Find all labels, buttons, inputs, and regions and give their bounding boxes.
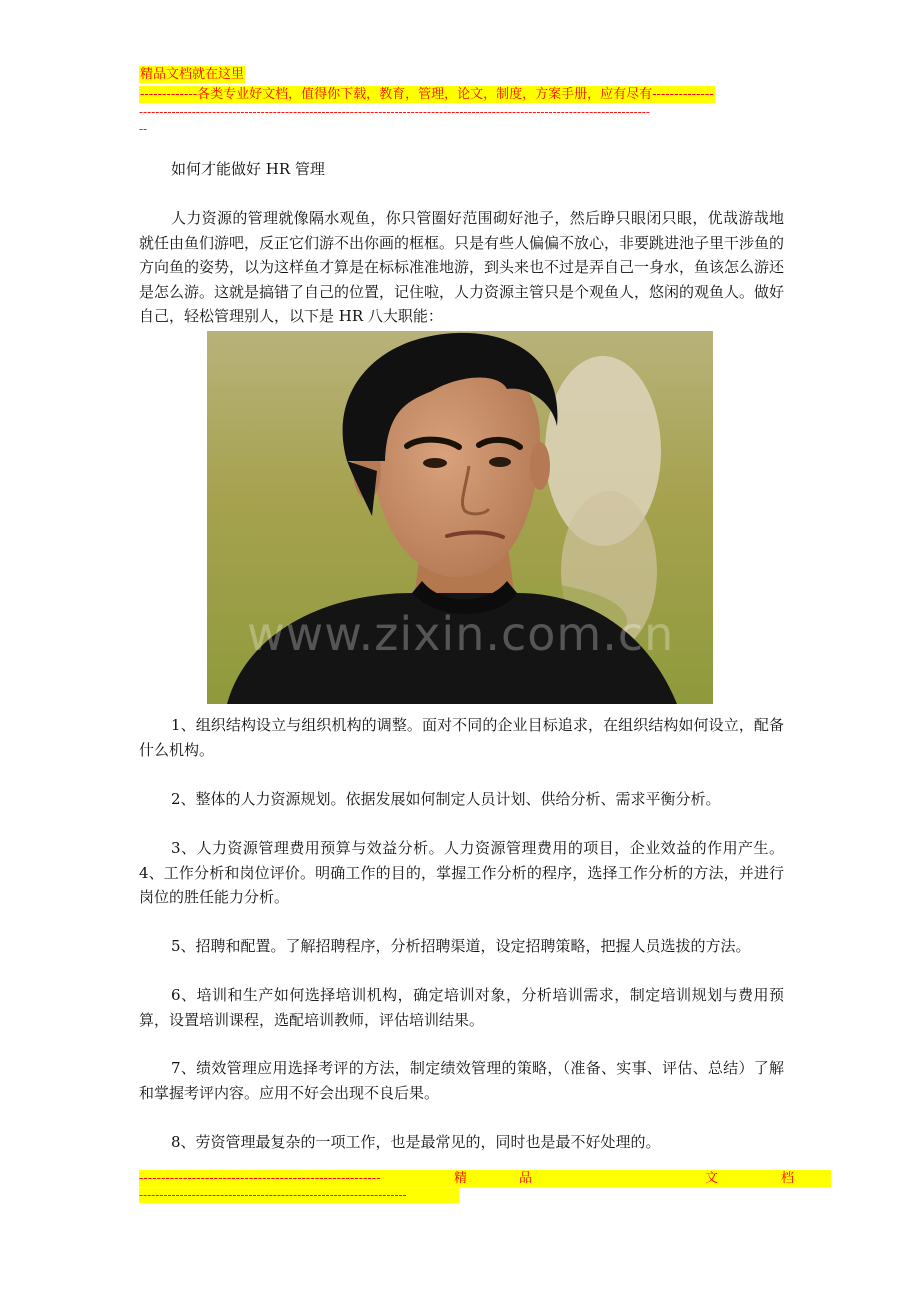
header-divider: ------------------------------------------------------------------------------------------------------------------------------ xyxy=(139,105,650,119)
document-title: 如何才能做好 HR 管理 xyxy=(171,160,325,178)
duty-item: 8、劳资管理最复杂的一项工作，也是最常见的，同时也是最不好处理的。 xyxy=(171,1133,661,1151)
photo-watermark: www.zixin.com.cn xyxy=(247,607,675,661)
intro-paragraph: 人力资源的管理就像隔水观鱼，你只管圈好范围砌好池子，然后睁只眼闭只眼，优哉游哉地就任由鱼们游吧，反正它们游不出你画的框框。只是有些人偏偏不放心，非要跳进池子里干涉鱼的方向鱼的姿势，以为这样鱼才算是在标标准准地游，到头来也不过是弄自己一身水，鱼该怎么游还是怎么游。这就是搞错了自己的位置，记住啦，人力资源主管只是个观鱼人，悠闲的观鱼人。做好自己，轻松管理别人，以下是 HR 八大职能： xyxy=(139,209,785,325)
duty-item: 7、绩效管理应用选择考评的方法，制定绩效管理的策略，（准备、实事、评估、总结）了解和掌握考评内容。应用不好会出现不良后果。 xyxy=(139,1059,784,1102)
footer-word: 档 xyxy=(781,1171,795,1186)
duty-item: 5、招聘和配置。了解招聘程序，分析招聘渠道，设定招聘策略，把握人员选拔的方法。 xyxy=(171,937,751,955)
footer-word: 文 xyxy=(705,1171,719,1186)
footer-divider: ------------------------------------------------------------------ xyxy=(139,1188,459,1203)
header-title: 精品文档就在这里 xyxy=(140,67,245,82)
duty-item: 2、整体的人力资源规划。依据发展如何制定人员计划、供给分析、需求平衡分析。 xyxy=(171,790,721,808)
header-divider-tail: -- xyxy=(139,122,148,136)
footer-dashes: ------------------------------------------------------- xyxy=(139,1171,381,1186)
duty-item: 6、培训和生产如何选择培训机构，确定培训对象，分析培训需求，制定培训规划与费用预算，设置培训课程，选配培训教师，评估培训结果。 xyxy=(139,986,784,1029)
header-tagline: -------------各类专业好文档，值得你下载，教育，管理，论文，制度，方案手册，应有尽有-------------- xyxy=(140,87,714,102)
portrait-photo xyxy=(207,331,713,704)
duty-item: 3、人力资源管理费用预算与效益分析。人力资源管理费用的项目，企业效益的作用产生。4、工作分析和岗位评价。明确工作的目的，掌握工作分析的程序，选择工作分析的方法，并进行岗位的胜任能力分析。 xyxy=(139,839,784,906)
footer-banner xyxy=(139,1170,831,1187)
duty-item: 1、组织结构设立与组织机构的调整。面对不同的企业目标追求，在组织结构如何设立，配备什么机构。 xyxy=(139,716,784,759)
footer-word: 精 xyxy=(454,1171,468,1186)
footer-word: 品 xyxy=(519,1171,533,1186)
